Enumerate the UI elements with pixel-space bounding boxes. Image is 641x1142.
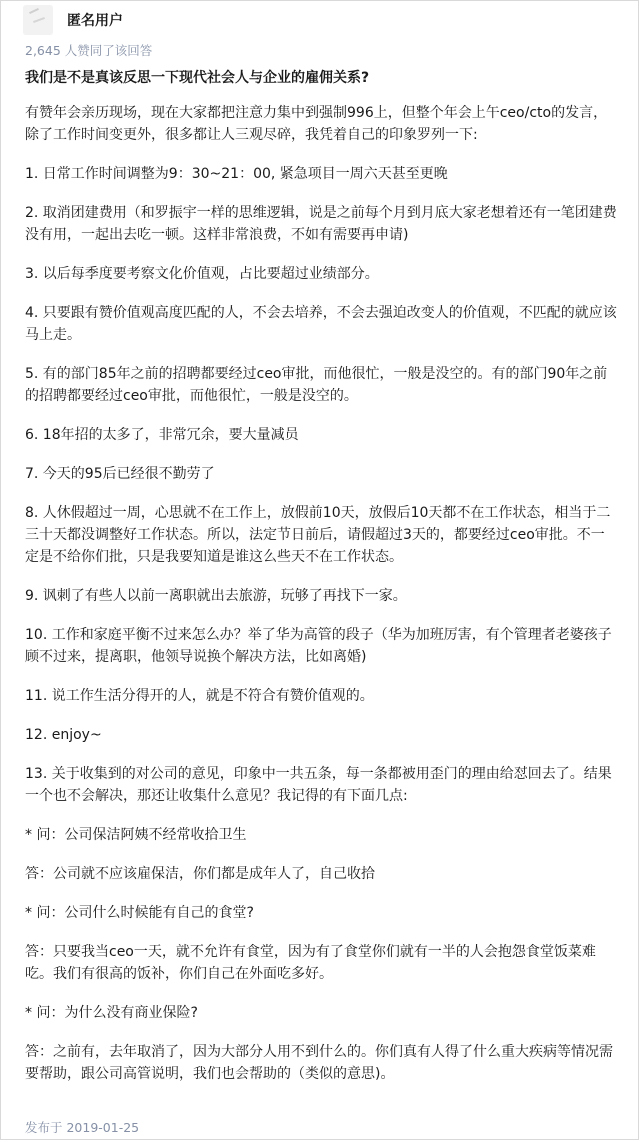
posted-date[interactable]: 发布于 2019-01-25 (25, 1120, 140, 1135)
question-title[interactable]: 我们是不是真该反思一下现代社会人与企业的雇佣关系? (25, 70, 370, 86)
answer-paragraph: * 问：公司什么时候能有自己的食堂? (25, 905, 254, 921)
answer-paragraph: 9. 讽刺了有些人以前一离职就出去旅游，玩够了再找下一家。 (25, 588, 407, 604)
answer-paragraph: 2. 取消团建费用（和罗振宇一样的思维逻辑，说是之前每个月到月底大家老想着还有一笔团建费没有用，一起出去吃一顿。这样非常浪费，不如有需要再申请) (25, 205, 617, 243)
vote-count[interactable]: 2,645 人赞同了该回答 (25, 43, 153, 58)
answer-paragraph: 3. 以后每季度要考察文化价值观，占比要超过业绩部分。 (25, 266, 379, 282)
answer-paragraph: 13. 关于收集到的对公司的意见，印象中一共五条，每一条都被用歪门的理由给怼回去了。结果一个也不会解决，那还让收集什么意见？我记得的有下面几点: (25, 766, 612, 804)
answer-paragraph: 6. 18年招的太多了，非常冗余，要大量减员 (25, 427, 299, 443)
answer-paragraph: * 问：公司保洁阿姨不经常收拾卫生 (25, 827, 247, 843)
answer-paragraph: 7. 今天的95后已经很不勤劳了 (25, 466, 215, 482)
answer-paragraph: 4. 只要跟有赞价值观高度匹配的人，不会去培养，不会去强迫改变人的价值观，不匹配的就应该马上走。 (25, 305, 617, 343)
answer-paragraph: 答：只要我当ceo一天，就不允许有食堂，因为有了食堂你们就有一半的人会抱怨食堂饭菜难吃。我们有很高的饭补，你们自己在外面吃多好。 (25, 944, 596, 982)
answer-paragraph: 8. 人休假超过一周，心思就不在工作上，放假前10天，放假后10天都不在工作状态，相当于二三十天都没调整好工作状态。所以，法定节日前后，请假超过3天的，都要经过ceo审批。不一定是不给你们批，只是我要知道是谁这么些天不在工作状态。 (25, 505, 611, 565)
answer-paragraph: 答：公司就不应该雇保洁，你们都是成年人了，自己收拾 (25, 866, 375, 882)
answer-paragraph: 1. 日常工作时间调整为9：30~21：00, 紧急项目一周六天甚至更晚 (25, 166, 448, 182)
answer-paragraph: 10. 工作和家庭平衡不过来怎么办？举了华为高管的段子（华为加班厉害，有个管理者老婆孩子顾不过来，提离职，他领导说换个解决方法，比如离婚) (25, 627, 612, 665)
author-info (23, 5, 123, 35)
answer-paragraph: 5. 有的部门85年之前的招聘都要经过ceo审批，而他很忙，一般是没空的。有的部门90年之前的招聘都要经过ceo审批，而他很忙，一般是没空的。 (25, 366, 608, 404)
answer-paragraph: 11. 说工作生活分得开的人，就是不符合有赞价值观的。 (25, 688, 374, 704)
answer-paragraph: 有赞年会亲历现场，现在大家都把注意力集中到强制996上，但整个年会上午ceo/cto的发言，除了工作时间变更外，很多都让人三观尽碎，我凭着自己的印象罗列一下: (25, 105, 608, 143)
anonymous-avatar-icon[interactable] (23, 5, 53, 35)
answer-body (25, 102, 617, 1102)
answer-paragraph: 答：之前有，去年取消了，因为大部分人用不到什么的。你们真有人得了什么重大疾病等情况需要帮助，跟公司高管说明，我们也会帮助的（类似的意思)。 (25, 1044, 613, 1082)
author-name[interactable]: 匿名用户 (67, 13, 123, 29)
answer-paragraph: 12. enjoy~ (25, 727, 102, 743)
answer-paragraph: * 问：为什么没有商业保险? (25, 1005, 198, 1021)
